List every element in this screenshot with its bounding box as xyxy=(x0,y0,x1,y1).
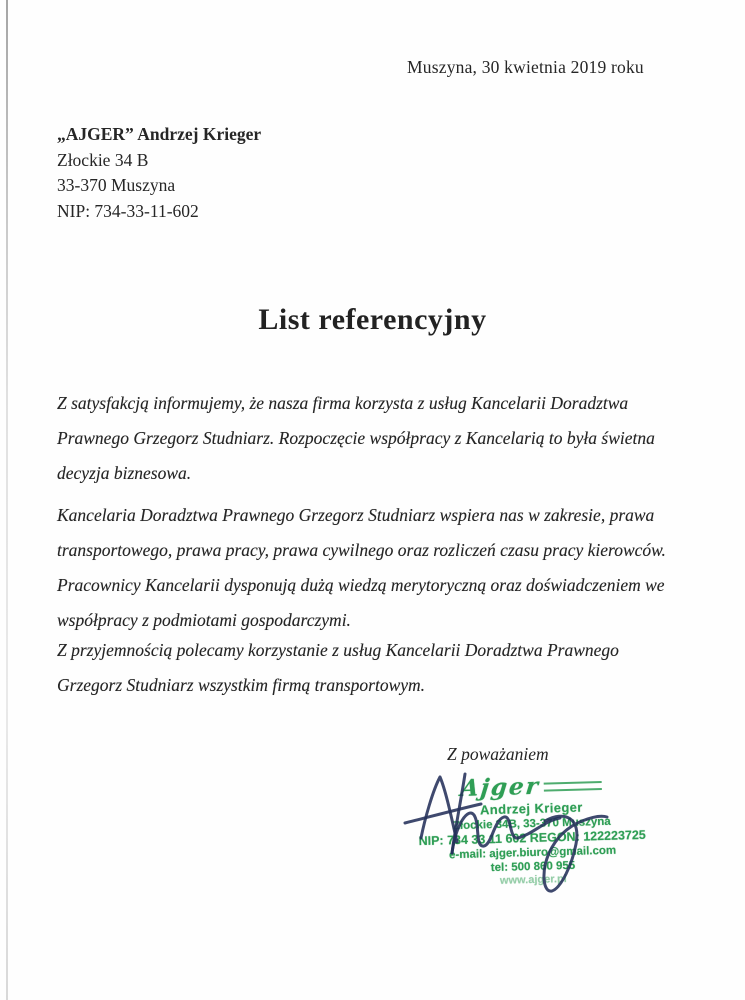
paragraph-3: Z przyjemnością polecamy korzystanie z usług Kancelarii Doradztwa Prawnego Grzegorz Studniarz wszystkim firmą transportowym. xyxy=(57,640,619,695)
stamp-website: www.ajger.pl xyxy=(499,873,567,888)
sender-address-line2: 33-370 Muszyna xyxy=(57,175,176,195)
letter-title: List referencyjny xyxy=(258,303,487,336)
stamp-logo-lines xyxy=(543,781,601,792)
stamp-email: e-mail: ajger.biuro@gmail.com xyxy=(448,844,617,862)
stamp-phone: tel: 500 860 955 xyxy=(490,859,576,875)
sender-address-line1: Złockie 34 B xyxy=(57,149,149,170)
dateline: Muszyna, 30 kwietnia 2019 roku xyxy=(407,57,644,77)
sender-name: „AJGER” Andrzej Krieger xyxy=(57,124,262,144)
stamp-nip-regon: NIP: 734 33 11 602 REGON: 122223725 xyxy=(418,827,646,849)
sender-nip: NIP: 734-33-11-602 xyxy=(57,200,199,221)
company-stamp xyxy=(416,771,647,891)
paragraph-1: Z satysfakcją informujemy, że nasza firma korzysta z usług Kancelarii Doradztwa Prawnego Grzegorz Studniarz. Rozpoczęcie współpracy z Kancelarią to była świetna decyzja biznesowa. xyxy=(57,393,655,483)
stamp-address: Złockie 34B, 33-370 Muszyna xyxy=(452,815,611,833)
stamp-owner-name: Andrzej Krieger xyxy=(479,799,583,818)
stamp-logo-text: Ajger xyxy=(458,772,541,803)
sender-block xyxy=(57,122,261,224)
scan-edge-artifact xyxy=(6,0,8,1000)
closing-salutation: Z poważaniem xyxy=(447,744,549,764)
paragraph-2: Kancelaria Doradztwa Prawnego Grzegorz Studniarz wspiera nas w zakresie, prawa transportowego, prawa pracy, prawa cywilnego oraz rozliczeń czasu pracy kierowców. Pracownicy Kancelarii dysponują dużą wiedzą merytoryczną oraz doświadczeniem we współpracy z podmiotami gospodarczymi. xyxy=(57,505,666,630)
